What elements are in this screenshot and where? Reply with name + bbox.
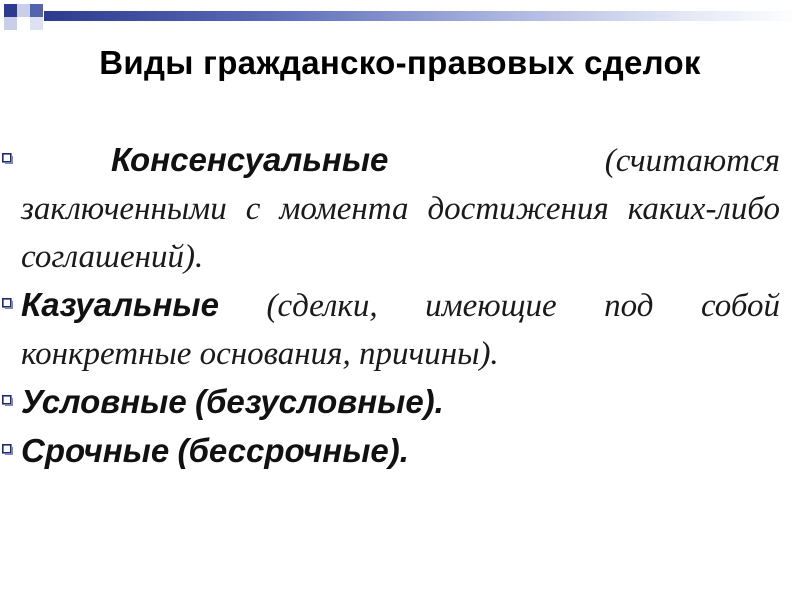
hollow-square-icon xyxy=(2,395,13,406)
list-item xyxy=(0,378,780,427)
term-description: (сделки, имеющие под собой конкретные основания, причины). xyxy=(21,288,780,372)
term-label: Условные xyxy=(21,383,187,420)
slide-title: Виды гражданско-правовых сделок xyxy=(99,44,701,81)
first-line xyxy=(21,136,780,185)
term-label: Консенсуальные xyxy=(111,141,389,178)
decor-square-navy xyxy=(4,4,17,17)
decor-square-light xyxy=(17,4,30,17)
hollow-square-icon xyxy=(2,298,13,309)
hollow-square-icon xyxy=(2,444,13,455)
list-item xyxy=(0,427,780,476)
bullet-list xyxy=(0,136,780,476)
hollow-square-icon xyxy=(2,153,13,164)
header-decoration xyxy=(0,0,800,40)
decor-square-navy xyxy=(30,4,43,17)
term-label: Казуальные xyxy=(21,286,219,323)
term-description: заключенными с момента достижения каких-либо соглашений). xyxy=(21,191,780,275)
term-description: (безусловные). xyxy=(194,383,444,420)
list-item xyxy=(0,281,780,378)
term-desc-start: (считаются xyxy=(604,143,780,179)
decor-square-light xyxy=(4,17,17,30)
decor-square-light xyxy=(30,17,43,30)
header-gradient-bar xyxy=(44,11,800,21)
term-label: Срочные xyxy=(21,432,170,469)
term-description: (бессрочные). xyxy=(177,432,409,469)
list-item xyxy=(0,136,780,281)
